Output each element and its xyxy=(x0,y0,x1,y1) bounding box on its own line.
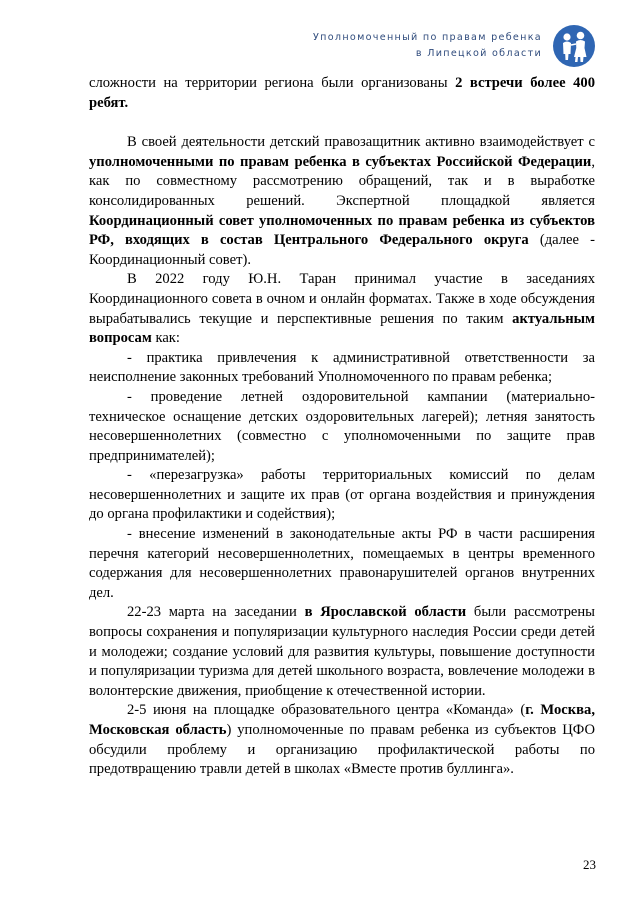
children-silhouette-logo-icon xyxy=(552,24,596,68)
list-item: - проведение летней оздоровительной кампании (материально-техническое оснащение детских оздоровительных лагерей); летняя занятость несовершеннолетних (совместно с уполномоченными по защите прав предпринимателей); xyxy=(89,388,595,464)
paragraph-meetings-summary: сложности на территории региона были организованы 2 встречи более 400 ребят. xyxy=(89,75,595,111)
paragraph-interaction: В своей деятельности детский правозащитник активно взаимодействует с уполномоченными по правам ребенка в субъектах Российской Федерации, как по совместному рассмотрению обращений, так и в выработке консолидированных решений. Экспертной площадкой является Координационный совет уполномоченных по правам ребенка из субъектов РФ, входящих в состав Центрального Федерального округа (далее - Координационный совет). xyxy=(89,134,595,268)
header-line-1: Уполномоченный по правам ребенка xyxy=(313,32,542,43)
paragraph-council-participation: В 2022 году Ю.Н. Таран принимал участие в заседаниях Координационного совета в очном и онлайн форматах. Также в ходе обсуждения вырабатывались текущие и перспективные решения по таким актуальным вопросам как: xyxy=(89,271,595,347)
list-item: - «перезагрузка» работы территориальных комиссий по делам несовершеннолетних и защите их прав (от органа воздействия и принуждения до органа профилактики и содействия); xyxy=(89,467,595,523)
page-number: 23 xyxy=(583,857,596,872)
header-line-2: в Липецкой области xyxy=(415,48,542,59)
list-item: - внесение изменений в законодательные акты РФ в части расширения перечня категорий несовершеннолетних, помещаемых в центры временного содержания для несовершеннолетних правонарушителей органов внутренних дел. xyxy=(89,526,595,601)
paragraph-moscow-meeting: 2-5 июня на площадке образовательного центра «Команда» (г. Москва, Московская область) уполномоченные по правам ребенка из субъектов ЦФО обсудили проблему и организацию профилактической работы по предотвращению травли детей в школах «Вместе против буллинга». xyxy=(89,702,595,778)
list-item: - практика привлечения к административной ответственности за неисполнение законных требований Уполномоченного по правам ребенка; xyxy=(89,349,595,386)
page-body xyxy=(89,74,595,780)
header-title xyxy=(313,30,542,62)
page-header xyxy=(313,24,596,68)
paragraph-yaroslavl-meeting: 22-23 марта на заседании в Ярославской области были рассмотрены вопросы сохранения и популяризации культурного наследия России среди детей и молодежи; создание условий для развития культуры, повышение доступности и популяризации туризма для детей школьного возраста, вовлечение молодежи в волонтерские движения, приобщение к отечественной истории. xyxy=(89,604,595,699)
